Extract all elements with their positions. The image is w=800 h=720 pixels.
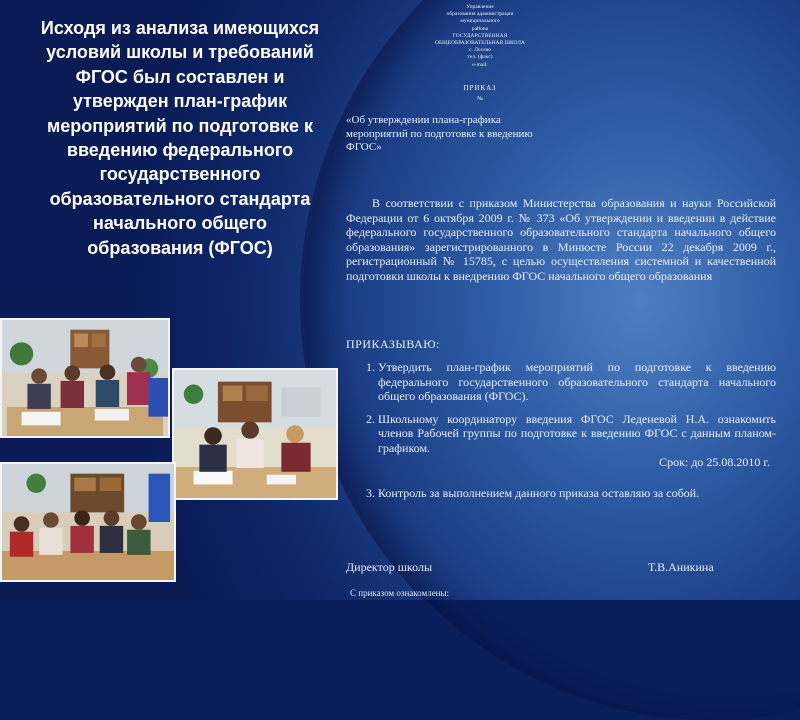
letterhead-line: муниципального [460,18,500,25]
intro-heading: Исходя из анализа имеющихся условий школы и требований ФГОС был составлен и утвержден план-график мероприятий по подготовке к введению федерального государственного образовательного стандарта начального общего образования (ФГОС) [40,18,320,258]
photo-teachers-meeting-3 [0,462,176,582]
order-item-text: Школьному координатору введения ФГОС Леденевой Н.А. ознакомить членов Рабочей группы по подготовке к введению ФГОС с данным планом-графиком. [378,411,776,455]
order-item-text: Утвердить план-график мероприятий по подготовке к введению федерального государственного образовательного стандарта начального общего образования (ФГОС). [378,360,776,403]
letterhead-line: Управление [466,4,494,10]
letterhead-line: e-mail: [472,61,488,68]
orders-label: ПРИКАЗЫВАЮ: [346,337,440,351]
letterhead-line: образования администрации [446,11,514,18]
letterhead-line: с. Лосево [469,47,491,54]
signature-name: Т.В.Аникина [648,560,714,574]
order-title: ПРИКАЗ [463,84,497,92]
order-preamble: В соответствии с приказом Министерства образования и науки Российской Федерации от 6 октября 2009 г. № 373 «Об утверждении и введении в действие федерального государственного образовательного стандарта начального общего образования» зарегистрированного в Минюсте России 22 декабря 2009 г., регистрационный № 15785, с целью осуществления системной и качественной подготовки школы к внедрению ФГОС начального общего образования [346,196,776,283]
letterhead-line: ОБЩЕОБРАЗОВАТЕЛЬНАЯ ШКОЛА [435,40,525,47]
order-items [346,360,776,508]
letterhead [380,4,580,69]
order-item [378,360,776,404]
signature-role: Директор школы [346,560,433,574]
order-item [378,412,776,470]
letterhead-line: района [471,25,489,32]
order-item [378,486,776,501]
order-subject: «Об утверждении плана-графика мероприятий по подготовке к введению ФГОС» [346,114,533,153]
order-date: № [477,96,483,102]
order-item-text: Контроль за выполнением данного приказа оставляю за собой. [378,485,700,500]
acknowledgement-line: С приказом ознакомлены: [350,588,450,598]
photo-teachers-meeting-2 [172,368,338,500]
order-deadline: Срок: до 25.08.2010 г. [659,455,770,469]
photo-teachers-meeting-1 [0,318,170,438]
letterhead-line: ГОСУДАРСТВЕННАЯ [452,32,508,39]
letterhead-line: тел. (факс) [467,54,493,61]
